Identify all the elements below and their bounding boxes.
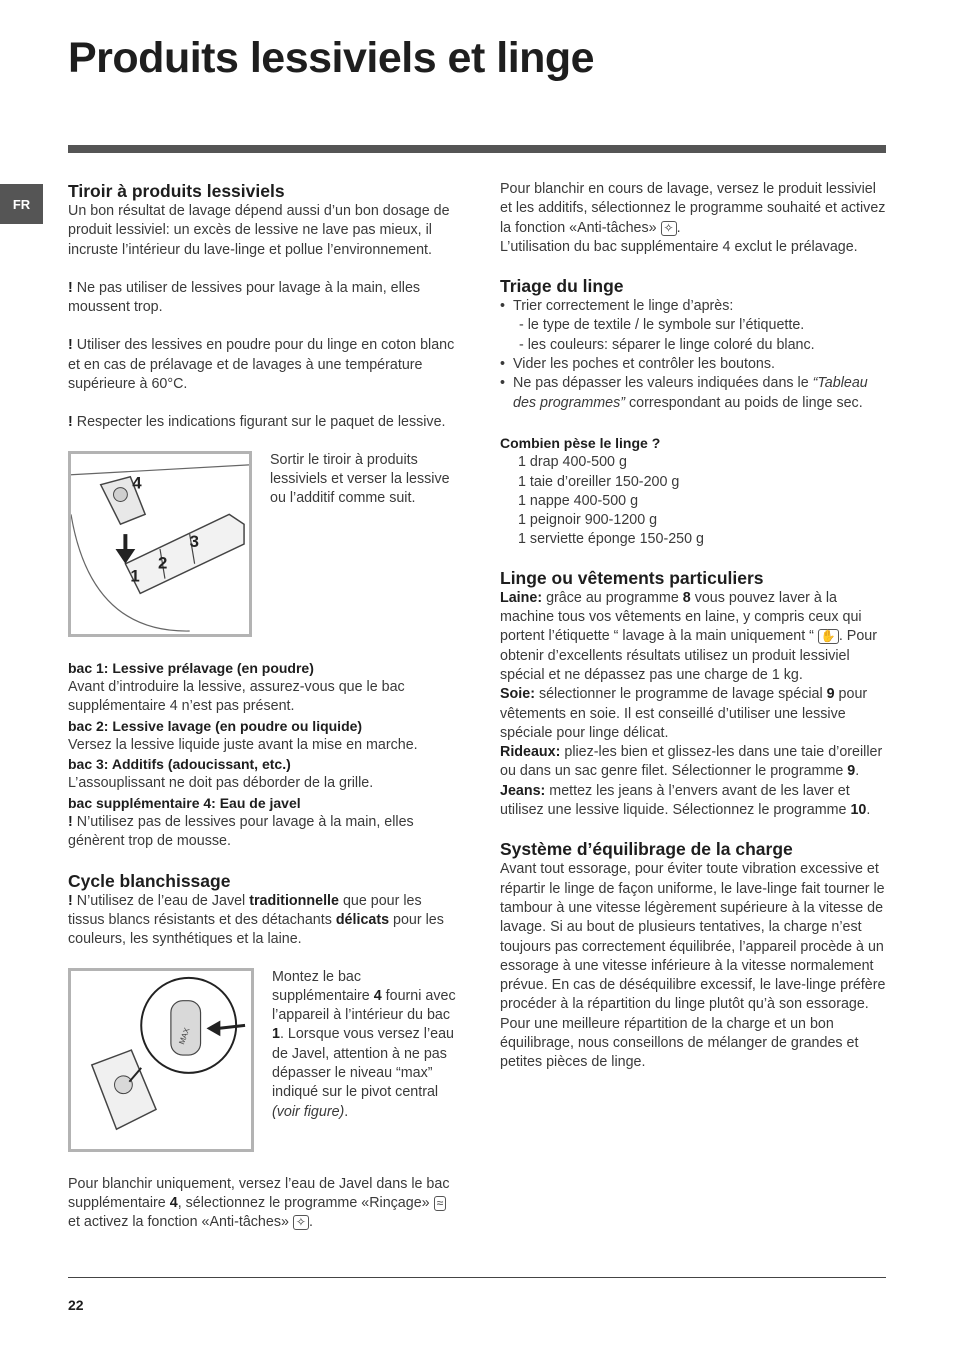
warning-mark: ! <box>68 337 73 354</box>
drawer-figure-caption: Sortir le tiroir à produits lessiviels et verser la lessive ou l’additif comme suit. <box>270 451 450 507</box>
footer-rule <box>68 1277 886 1278</box>
warning-mark: ! <box>68 279 73 296</box>
section-heading-cycle: Cycle blanchissage <box>68 870 231 891</box>
bac-3-heading: bac 3: Additifs (adoucissant, etc.) <box>68 756 291 773</box>
laine-text: Laine: grâce au programme 8 vous pouvez laver à la machine tous vos vêtements en laine, y compris ceux qui portent l’étiquette “ lavage à la main uniquement “ ✋ . Pour obtenir d’excellents résultats utilisez un produit lessiviel spécial et ne dépassez pas une charge de 1 kg. <box>500 589 878 683</box>
bac-1-heading: bac 1: Lessive prélavage (en poudre) <box>68 659 314 676</box>
warning-mark: ! <box>68 414 73 431</box>
drawer-figure-row <box>68 451 460 637</box>
list-item: • Trier correctement le linge d’après: - le type de textile / le symbole sur l’étiquette. - les couleurs: séparer le linge coloré du blanc. <box>500 297 890 355</box>
page-title: Produits lessiviels et linge <box>68 34 595 82</box>
list-item: 1 nappe 400-500 g <box>518 492 639 509</box>
list-item: 1 drap 400-500 g <box>518 454 627 471</box>
bleach-figure <box>68 968 254 1152</box>
bleach-only-text: Pour blanchir uniquement, versez l’eau de Javel dans le bac supplémentaire 4, sélectionnez le programme «Rinçage» ≈ et activez la fonction «Anti-tâches» ✧ . <box>68 1175 450 1231</box>
list-item: 1 peignoir 900-1200 g <box>518 512 658 529</box>
anti-stain-icon: ✧ <box>661 221 677 236</box>
section-heading-tiroir: Tiroir à produits lessiviels <box>68 181 285 201</box>
list-item: 1 serviette éponge 150-250 g <box>518 531 704 548</box>
triage-list <box>500 297 890 413</box>
detergent-drawer-illustration <box>71 454 249 634</box>
cycle-text: ! N’utilisez de l’eau de Javel traditionnelle que pour les tissus blancs résistants et des détachants délicats pour les couleurs, les synthétiques et la laine. <box>68 892 444 948</box>
poids-list <box>500 453 890 549</box>
title-rule <box>68 145 886 153</box>
bac-4-heading: bac supplémentaire 4: Eau de javel <box>68 794 301 811</box>
anti-stain-icon: ✧ <box>293 1215 309 1230</box>
max-level-label: MAX <box>177 1026 192 1046</box>
tiroir-note-3: ! Respecter les indications figurant sur le paquet de lessive. <box>68 414 446 431</box>
list-item: 1 taie d’oreiller 150-200 g <box>518 473 680 490</box>
bleach-figure-row <box>68 968 460 1152</box>
warning-mark: ! <box>68 814 73 831</box>
drawer-label-2: 2 <box>158 553 168 573</box>
jeans-text: Jeans: mettez les jeans à l’envers avant de les laver et utilisez une lessive liquide. Sélectionnez le programme 10. <box>500 782 871 819</box>
page-number: 22 <box>68 1297 84 1313</box>
bac-3-text: L’assouplissant ne doit pas déborder de la grille. <box>68 775 374 792</box>
blanchir-note: L’utilisation du bac supplémentaire 4 exclut le prélavage. <box>500 238 858 255</box>
section-heading-particuliers: Linge ou vêtements particuliers <box>500 567 764 588</box>
poids-heading: Combien pèse le linge ? <box>500 434 661 451</box>
bac-list <box>68 659 460 852</box>
rinse-program-icon: ≈ <box>434 1196 447 1211</box>
section-heading-triage: Triage du linge <box>500 276 624 297</box>
blanchir-text: Pour blanchir en cours de lavage, versez le produit lessiviel et les additifs, sélectionnez le programme souhaité et activez la fonction «Anti-tâches» ✧ . <box>500 181 886 236</box>
soie-text: Soie: sélectionner le programme de lavage spécial 9 pour vêtements en soie. Il est conseillé d’utiliser une lessive spéciale pour linge délicat. <box>500 686 868 741</box>
tiroir-note-1: ! Ne pas utiliser de lessives pour lavage à la main, elles moussent trop. <box>68 279 421 316</box>
section-heading-equilibrage: Système d’équilibrage de la charge <box>500 839 793 860</box>
right-column <box>500 180 890 1073</box>
left-column <box>68 180 460 1232</box>
list-item: • Vider les poches et contrôler les boutons. <box>500 355 890 374</box>
triage-sub-2: - les couleurs: séparer le linge coloré du blanc. <box>519 336 815 353</box>
drawer-figure <box>68 451 252 637</box>
bleach-cup-illustration <box>71 971 251 1149</box>
bleach-figure-caption: Montez le bac supplémentaire 4 fourni avec l’appareil à l’intérieur du bac 1. Lorsque vous versez l’eau de Javel, attention à ne pas dépasser le niveau “max” indiqué sur le pivot central (voir figure). <box>272 968 456 1120</box>
bac-4-text: ! N’utilisez pas de lessives pour lavage à la main, elles génèrent trop de mousse. <box>68 814 414 850</box>
equilibrage-text: Avant tout essorage, pour éviter toute vibration excessive et répartir le linge de façon uniforme, le lave-linge fait tourner le tambour à une vitesse légèrement supérieure à la vitesse de lavage. Si au bout de plusieurs tentatives, la charge n’est toujours pas correctement équilibrée, l’appareil procède à un essorage à une vitesse inférieure à la vitesse normalement prévue. En cas de déséquilibre excessif, le lave-linge préfère procéder à la répartition du linge plutôt qu’à son essorage. Pour une meilleure répartition de la charge et un bon équilibrage, nous conseillons de mélanger de grandes et petites pièces de linge. <box>500 861 886 1071</box>
tiroir-note-2: ! Utiliser des lessives en poudre pour du linge en coton blanc et en cas de prélavage et de lavages à une température supérieure à 60°C. <box>68 337 455 393</box>
bac-2-text: Versez la lessive liquide juste avant la mise en marche. <box>68 736 418 753</box>
drawer-label-4: 4 <box>132 473 142 493</box>
bac-2-heading: bac 2: Lessive lavage (en poudre ou liquide) <box>68 717 363 734</box>
list-item: • Ne pas dépasser les valeurs indiquées dans le “Tableau des programmes” correspondant au poids de linge sec. <box>500 374 890 413</box>
language-tab: FR <box>0 184 43 224</box>
tiroir-intro: Un bon résultat de lavage dépend aussi d’un bon dosage de produit lessiviel: un excès de lessive ne lave pas mieux, il incruste l’intérieur du lave-linge et pollue l’environnement. <box>68 203 450 258</box>
drawer-label-1: 1 <box>130 566 140 586</box>
rideaux-text: Rideaux: pliez-les bien et glissez-les dans une taie d’oreiller ou dans un sac genre filet. Sélectionner le programme 9. <box>500 744 883 780</box>
drawer-label-3: 3 <box>189 531 200 551</box>
triage-sub-1: - le type de textile / le symbole sur l’étiquette. <box>519 317 805 334</box>
bac-1-text: Avant d’introduire la lessive, assurez-vous que le bac supplémentaire 4 n’est pas présent. <box>68 678 405 715</box>
hand-wash-icon: ✋ <box>818 629 839 644</box>
